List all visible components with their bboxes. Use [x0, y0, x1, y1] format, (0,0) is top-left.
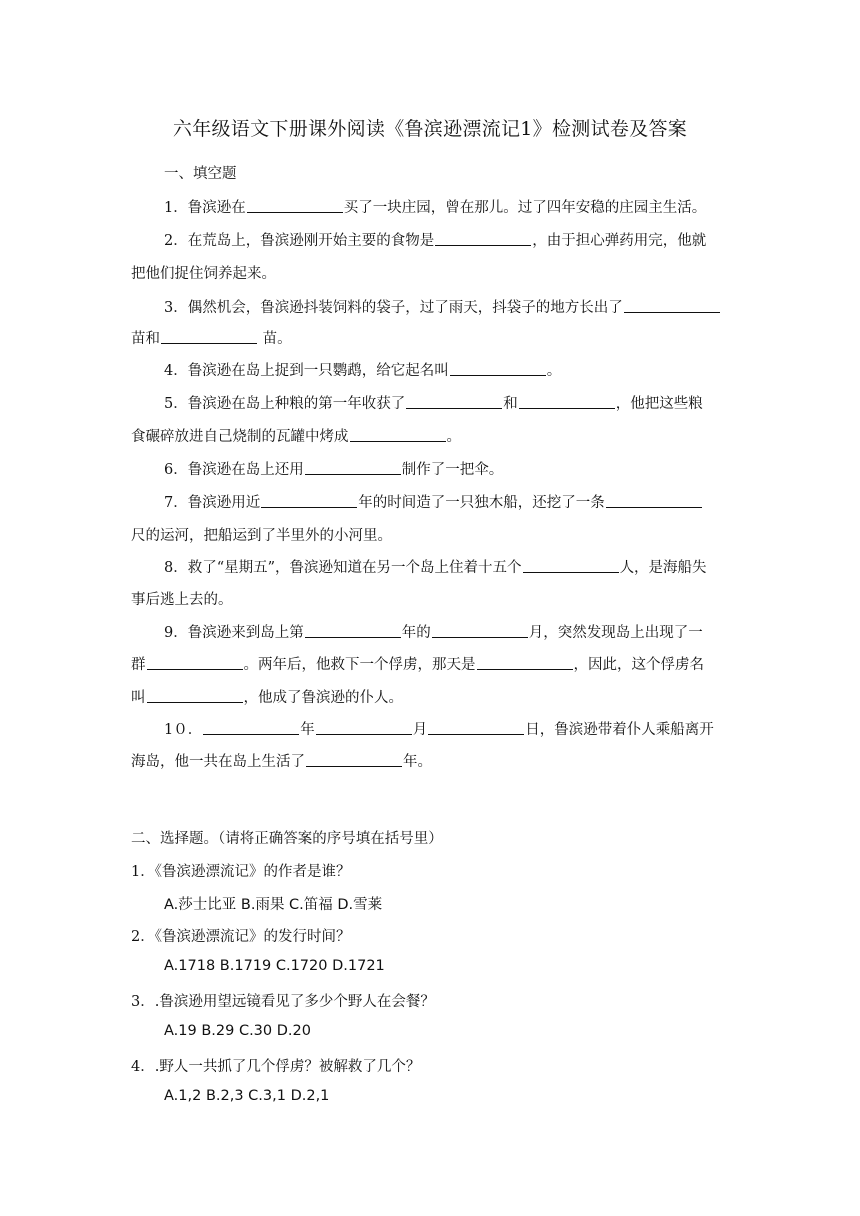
blank: [305, 460, 401, 475]
blank: [305, 623, 401, 638]
question-2: 2．在荒岛上，鲁滨逊刚开始主要的食物是 ，由于担心弹药用完，他就: [164, 233, 707, 249]
blank: [247, 198, 343, 213]
blank: [606, 493, 702, 508]
question-6: 6．鲁滨逊在岛上还用 制作了一把伞。: [164, 462, 504, 478]
blank: [350, 427, 446, 442]
blank: [624, 298, 720, 313]
choice-options-4: A.1,2 B.2,3 C.3,1 D.2,1: [164, 1088, 330, 1104]
blank: [435, 231, 531, 246]
question-5-cont: 食碾碎放进自己烧制的瓦罐中烤成 。: [131, 429, 461, 445]
choice-question-4: 4．.野人一共抓了几个俘虏？被解救了几个？: [131, 1059, 421, 1075]
choice-options-1: A.莎士比亚 B.雨果 C.笛福 D.雪莱: [164, 897, 383, 913]
choice-options-2: A.1718 B.1719 C.1720 D.1721: [164, 958, 385, 974]
question-7-cont: 尺的运河，把船运到了半里外的小河里。: [131, 528, 392, 544]
blank: [450, 361, 546, 376]
question-9: 9．鲁滨逊来到岛上第 年的 月，突然发现岛上出现了一: [164, 625, 703, 641]
question-8: 8．救了“星期五”，鲁滨逊知道在另一个岛上住着十五个 人，是海船失: [164, 560, 707, 576]
question-9-cont2: 叫 ，他成了鲁滨逊的仆人。: [131, 690, 403, 706]
choice-question-3: 3．.鲁滨逊用望远镜看见了多少个野人在会餐？: [131, 994, 435, 1010]
choice-question-2: 2．《鲁滨逊漂流记》的发行时间？: [131, 929, 351, 945]
blank: [147, 688, 243, 703]
question-4: 4．鲁滨逊在岛上捉到一只鹦鹉，给它起名叫 。: [164, 363, 562, 379]
question-10: 1０． 年 月 日，鲁滨逊带着仆人乘船离开: [164, 722, 714, 738]
blank: [428, 720, 524, 735]
blank: [432, 623, 528, 638]
document-title: 六年级语文下册课外阅读《鲁滨逊漂流记1》检测试卷及答案: [172, 118, 688, 140]
blank: [306, 752, 402, 767]
blank: [523, 558, 619, 573]
blank: [477, 655, 573, 670]
choice-question-1: 1．《鲁滨逊漂流记》的作者是谁？: [131, 864, 351, 880]
section1-heading: 一、填空题: [164, 166, 237, 182]
blank: [316, 720, 412, 735]
question-10-cont: 海岛，他一共在岛上生活了 年。: [131, 754, 432, 770]
blank: [519, 394, 615, 409]
question-1: 1．鲁滨逊在 买了一块庄园，曾在那儿。过了四年安稳的庄园主生活。: [164, 200, 707, 216]
blank: [203, 720, 299, 735]
question-5: 5．鲁滨逊在岛上种粮的第一年收获了 和 ，他把这些粮: [164, 396, 703, 412]
question-2-cont: 把他们捉住饲养起来。: [131, 266, 276, 282]
blank: [406, 394, 502, 409]
question-9-cont1: 群 。两年后，他救下一个俘虏，那天是 ，因此，这个俘虏名: [131, 657, 704, 673]
blank: [261, 493, 357, 508]
choice-options-3: A.19 B.29 C.30 D.20: [164, 1023, 311, 1039]
question-7: 7．鲁滨逊用近 年的时间造了一只独木船，还挖了一条: [164, 491, 703, 512]
question-3-cont: 苗和 苗。: [131, 331, 292, 347]
question-8-cont: 事后逃上去的。: [131, 592, 233, 608]
question-3: 3．偶然机会，鲁滨逊抖装饲料的袋子，过了雨天，抖袋子的地方长出了: [164, 296, 721, 317]
blank: [161, 329, 257, 344]
section2-heading: 二、选择题。（请将正确答案的序号填在括号里）: [131, 831, 443, 847]
blank: [147, 655, 243, 670]
